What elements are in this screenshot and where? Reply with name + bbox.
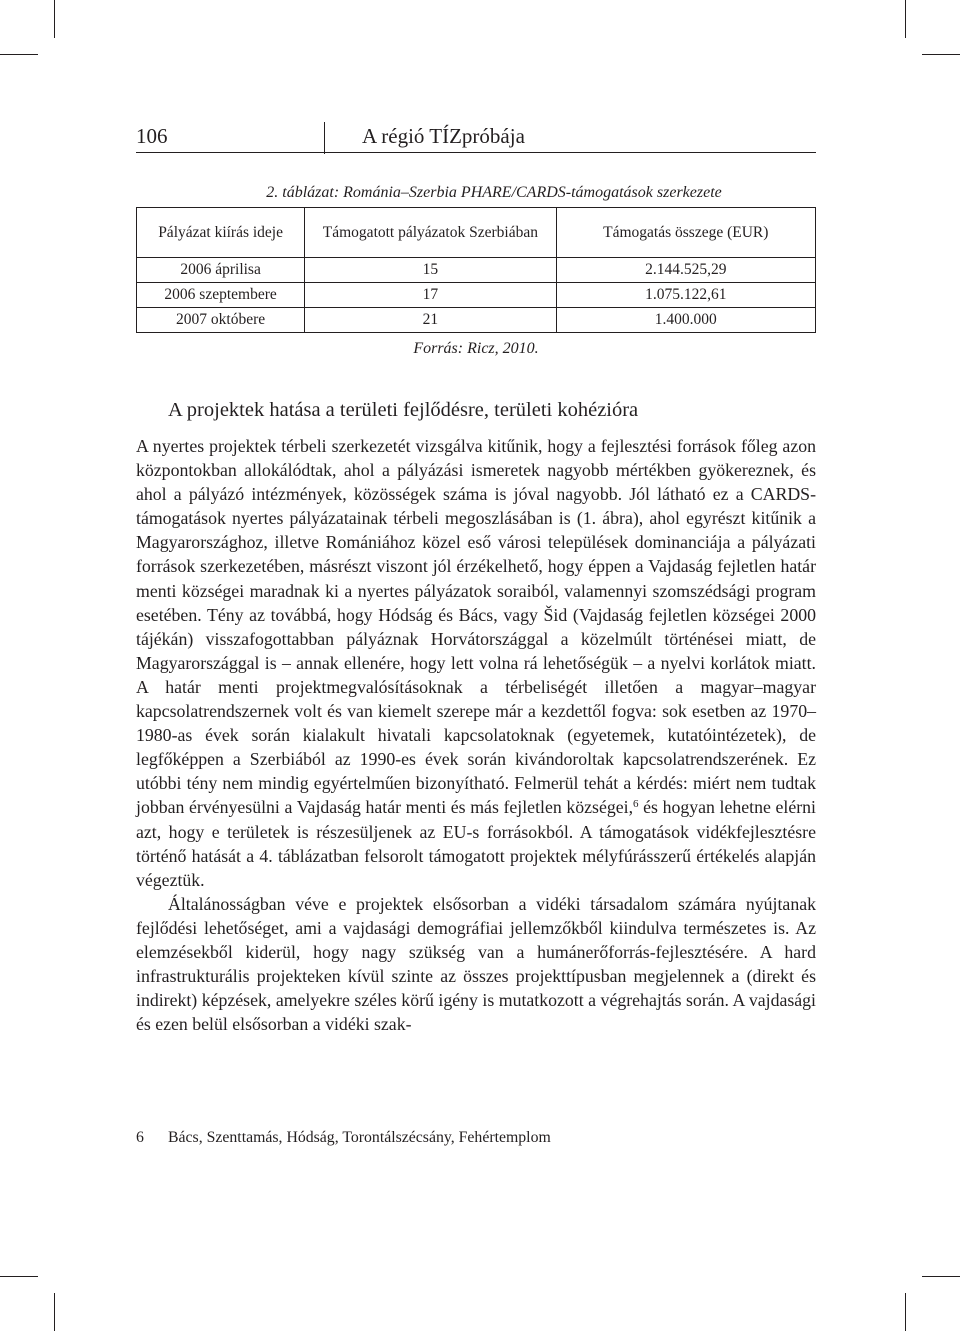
footnote [136,1127,816,1149]
table-cell: 1.075.122,61 [556,283,815,308]
grants-table [136,207,816,333]
running-head [136,122,816,154]
table-cell: 1.400.000 [556,308,815,333]
table-row [137,258,816,283]
crop-mark [54,1293,55,1331]
table-cell: 2.144.525,29 [556,258,815,283]
body-text [136,434,816,1036]
table-cell: 15 [305,258,556,283]
crop-mark [0,54,38,55]
section-heading: A projektek hatása a területi fejlődésre, területi kohézióra [168,399,639,421]
crop-mark [0,1276,38,1277]
paragraph [136,434,816,892]
column-header: Támogatás összege (EUR) [556,208,815,258]
table-cell: 17 [305,283,556,308]
crop-mark [905,1293,906,1331]
column-header: Pályázat kiírás ideje [137,208,305,258]
paragraph-text: A nyertes projektek térbeli szerkezetét vizsgálva kitűnik, hogy a fejlesztési források főleg azon központokban allokálódtak, ahol a pályázási ismeretek nagyobb mértékben gyökereznek, és ahol a pályázó intézmények, közösségek száma is jóval nagyobb. Jól látható ez a CARDS-támogatások nyertes pályázatainak térbeli megoszlásában is (1. ábra), ahol egyrészt kitűnik a Magyarországhoz, illetve Romániához közel eső városi települések dominanciája a pályázati források szerkezetében, másrészt viszont jól érzékelhető, hogy éppen a Vajdaság fejletlen határ menti községei maradnak ki a nyertes pályázatok soraiból, valamennyi szomszédsági program esetében. Tény az továbbá, hogy Hódság és Bács, vagy Šid (Vajdaság fejletlen községei 2000 tájékán) visszafogottabban pályáznak Horvátországgal a közelmúlt történései miatt, de Magyarországgal is – annak ellenére, hogy lett volna rá lehetőségük – a nyelvi korlátok miatt. A határ menti projektmegvalósításoknak a térbeliségét illetően a magyar–magyar kapcsolatrendszernek volt és van kiemelt szerepe már a kezdettől fogva: sok esetben az 1970–1980-as évek során kialakult hivatali kapcsolatoknak (egyetemek, kutatóintézetek), de legfőképpen a Szerbiából az 1990-es évek során kivándoroltak kapcsolatrendszerének. Ez utóbbi tény nem mindig egyértelműen bizonyítható. Felmerül tehát a kérdés: miért nem tudtak jobban érvényesülni a Vajdaság határ menti és más fejletlen községei, [136,436,816,818]
column-header: Támogatott pályázatok Szerbiában [305,208,556,258]
table-cell: 21 [305,308,556,333]
table-cell: 2006 szeptembere [137,283,305,308]
table-source: Forrás: Ricz, 2010. [413,340,539,357]
crop-mark [922,1276,960,1277]
running-title: A régió TÍZpróbája [362,124,525,148]
table-row [137,308,816,333]
crop-mark [905,0,906,38]
crop-mark [922,54,960,55]
page-number: 106 [136,124,168,148]
table-cell: 2007 októbere [137,308,305,333]
crop-mark [54,0,55,38]
table-caption: 2. táblázat: Románia–Szerbia PHARE/CARDS-támogatások szerkezete [266,184,722,201]
footnote-number: 6 [136,1129,144,1146]
footnote-reference: 6 [633,798,639,811]
paragraph-text: és hogyan lehetne elérni azt, hogy e területek is részesüljenek az EU-s forrásokból. A támogatások vidékfejlesztésre történő hatását a 4. táblázatban felsorolt támogatott projektek mélyfúrásszerű értékelés alapján végeztük. [136,797,816,890]
table-row [137,283,816,308]
table-header-row [137,208,816,258]
header-divider [324,122,325,154]
footnote-text: Bács, Szenttamás, Hódság, Torontálszécsány, Fehértemplom [168,1129,551,1146]
table-cell: 2006 áprilisa [137,258,305,283]
paragraph: Általánosságban véve e projektek elsősorban a vidéki társadalom számára nyújtanak fejlődési lehetőséget, ami a vajdasági demográfiai jellemzőkből kiindulva természetes is. Az elemzésekből kiderül, hogy nagy szükség van a humánerőforrás-fejlesztésére. A hard infrastrukturális projekteken kívül szinte az összes projekttípusban megjelennek a (direkt és indirekt) képzések, amelyekre széles körű igény is mutatkozott a végrehajtás során. A vajdasági és ezen belül elsősorban a vidéki szak- [136,893,816,1035]
header-rule [136,152,816,153]
